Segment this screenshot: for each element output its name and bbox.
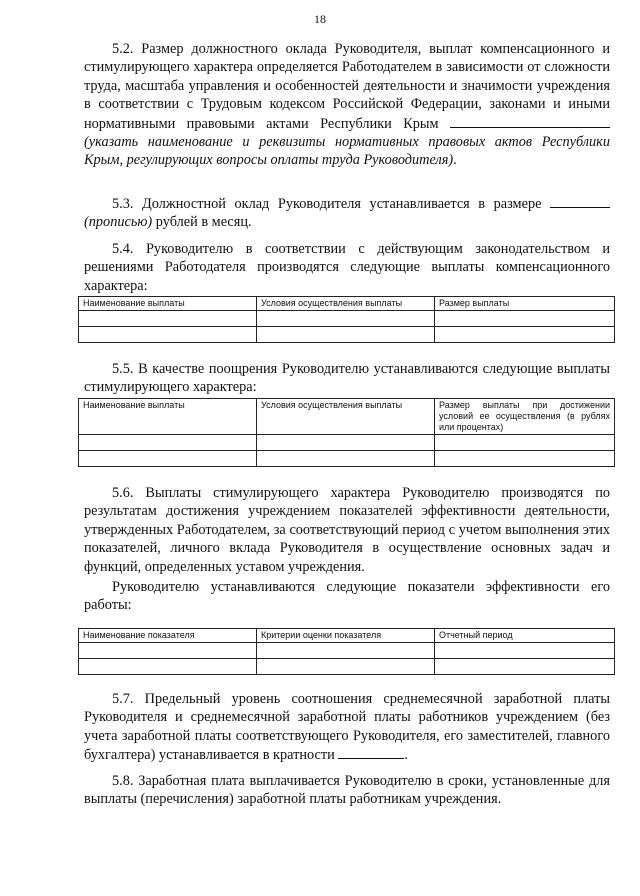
paragraph-5-4: 5.4. Руководителю в соответствии с действующим законодательством и решениями Работодателя производятся следующие выплаты компенсационного характера: <box>84 241 610 294</box>
paragraph-5-7 <box>84 690 610 765</box>
table-header-row <box>79 399 615 435</box>
table-header-cell: Наименование выплаты <box>79 297 257 311</box>
incentive-table <box>78 398 615 467</box>
table-header-cell: Отчетный период <box>435 629 615 643</box>
table-header-row <box>79 297 615 311</box>
page-number: 18 <box>314 12 326 26</box>
paragraph-5-3-end: рублей в месяц. <box>155 214 252 231</box>
table-row <box>79 643 615 659</box>
table-header-cell: Наименование выплаты <box>79 399 257 435</box>
table-header-cell: Размер выплаты <box>435 297 615 311</box>
fill-blank <box>550 194 610 208</box>
fill-blank <box>450 114 610 128</box>
paragraph-5-6-indicators: Руководителю устанавливаются следующие показатели эффективности его работы: <box>84 579 610 614</box>
table-header-cell: Критерии оценки показателя <box>257 629 435 643</box>
table-row <box>79 327 615 343</box>
paragraph-5-6: 5.6. Выплаты стимулирующего характера Руководителю производятся по результатам достижения учреждением показателей эффективности деятельности, утвержденных Работодателем, за соответствующий период с учетом выполнения этих показателей, личного вклада Руководителя в осуществление основных задач и функций, определенных уставом учреждения. <box>84 485 610 575</box>
paragraph-5-2 <box>84 40 610 170</box>
table-header-cell: Наименование показателя <box>79 629 257 643</box>
paragraph-5-2-text: 5.2. Размер должностного оклада Руководителя, выплат компенсационного и стимулирующего характера определяется Работодателем в зависимости от сложности труда, масштаба управления и особенностей деятельности и значимости учреждения в соответствии с Трудовым кодексом Российской Федерации, законами и иными нормативными правовыми актами Республики Крым <box>84 41 610 132</box>
performance-indicators-table <box>78 628 615 675</box>
compensation-table <box>78 296 615 343</box>
table-row <box>79 435 615 451</box>
table-header-row <box>79 629 615 643</box>
fill-blank <box>338 745 404 759</box>
table-row <box>79 311 615 327</box>
paragraph-5-2-italic: (указать наименование и реквизиты нормативных правовых актов Республики Крым, регулирующих вопросы оплаты труда Руководителя) <box>84 134 610 169</box>
table-header-cell: Размер выплаты при достижении условий ее осуществления (в рублях или процентах) <box>435 399 615 435</box>
paragraph-5-3 <box>84 194 610 232</box>
table-row <box>79 451 615 467</box>
table-row <box>79 659 615 675</box>
paragraph-5-2-end: . <box>453 152 457 169</box>
paragraph-5-8: 5.8. Заработная плата выплачивается Руководителю в сроки, установленные для выплаты (перечисления) заработной платы работникам учреждения. <box>84 773 610 808</box>
paragraph-5-7-end: . <box>404 747 408 764</box>
paragraph-5-7-text: 5.7. Предельный уровень соотношения среднемесячной заработной платы Руководителя и среднемесячной заработной платы работников учреждением (без учета заработной платы соответствующего Руководителя, его заместителей, главного бухгалтера) устанавливается в кратности <box>84 691 610 764</box>
paragraph-5-3-italic: (прописью) <box>84 214 153 231</box>
paragraph-5-5: 5.5. В качестве поощрения Руководителю устанавливаются следующие выплаты стимулирующего характера: <box>84 361 610 396</box>
paragraph-5-3-text: 5.3. Должностной оклад Руководителя устанавливается в размере <box>112 196 542 212</box>
table-header-cell: Условия осуществления выплаты <box>257 297 435 311</box>
table-header-cell: Условия осуществления выплаты <box>257 399 435 435</box>
